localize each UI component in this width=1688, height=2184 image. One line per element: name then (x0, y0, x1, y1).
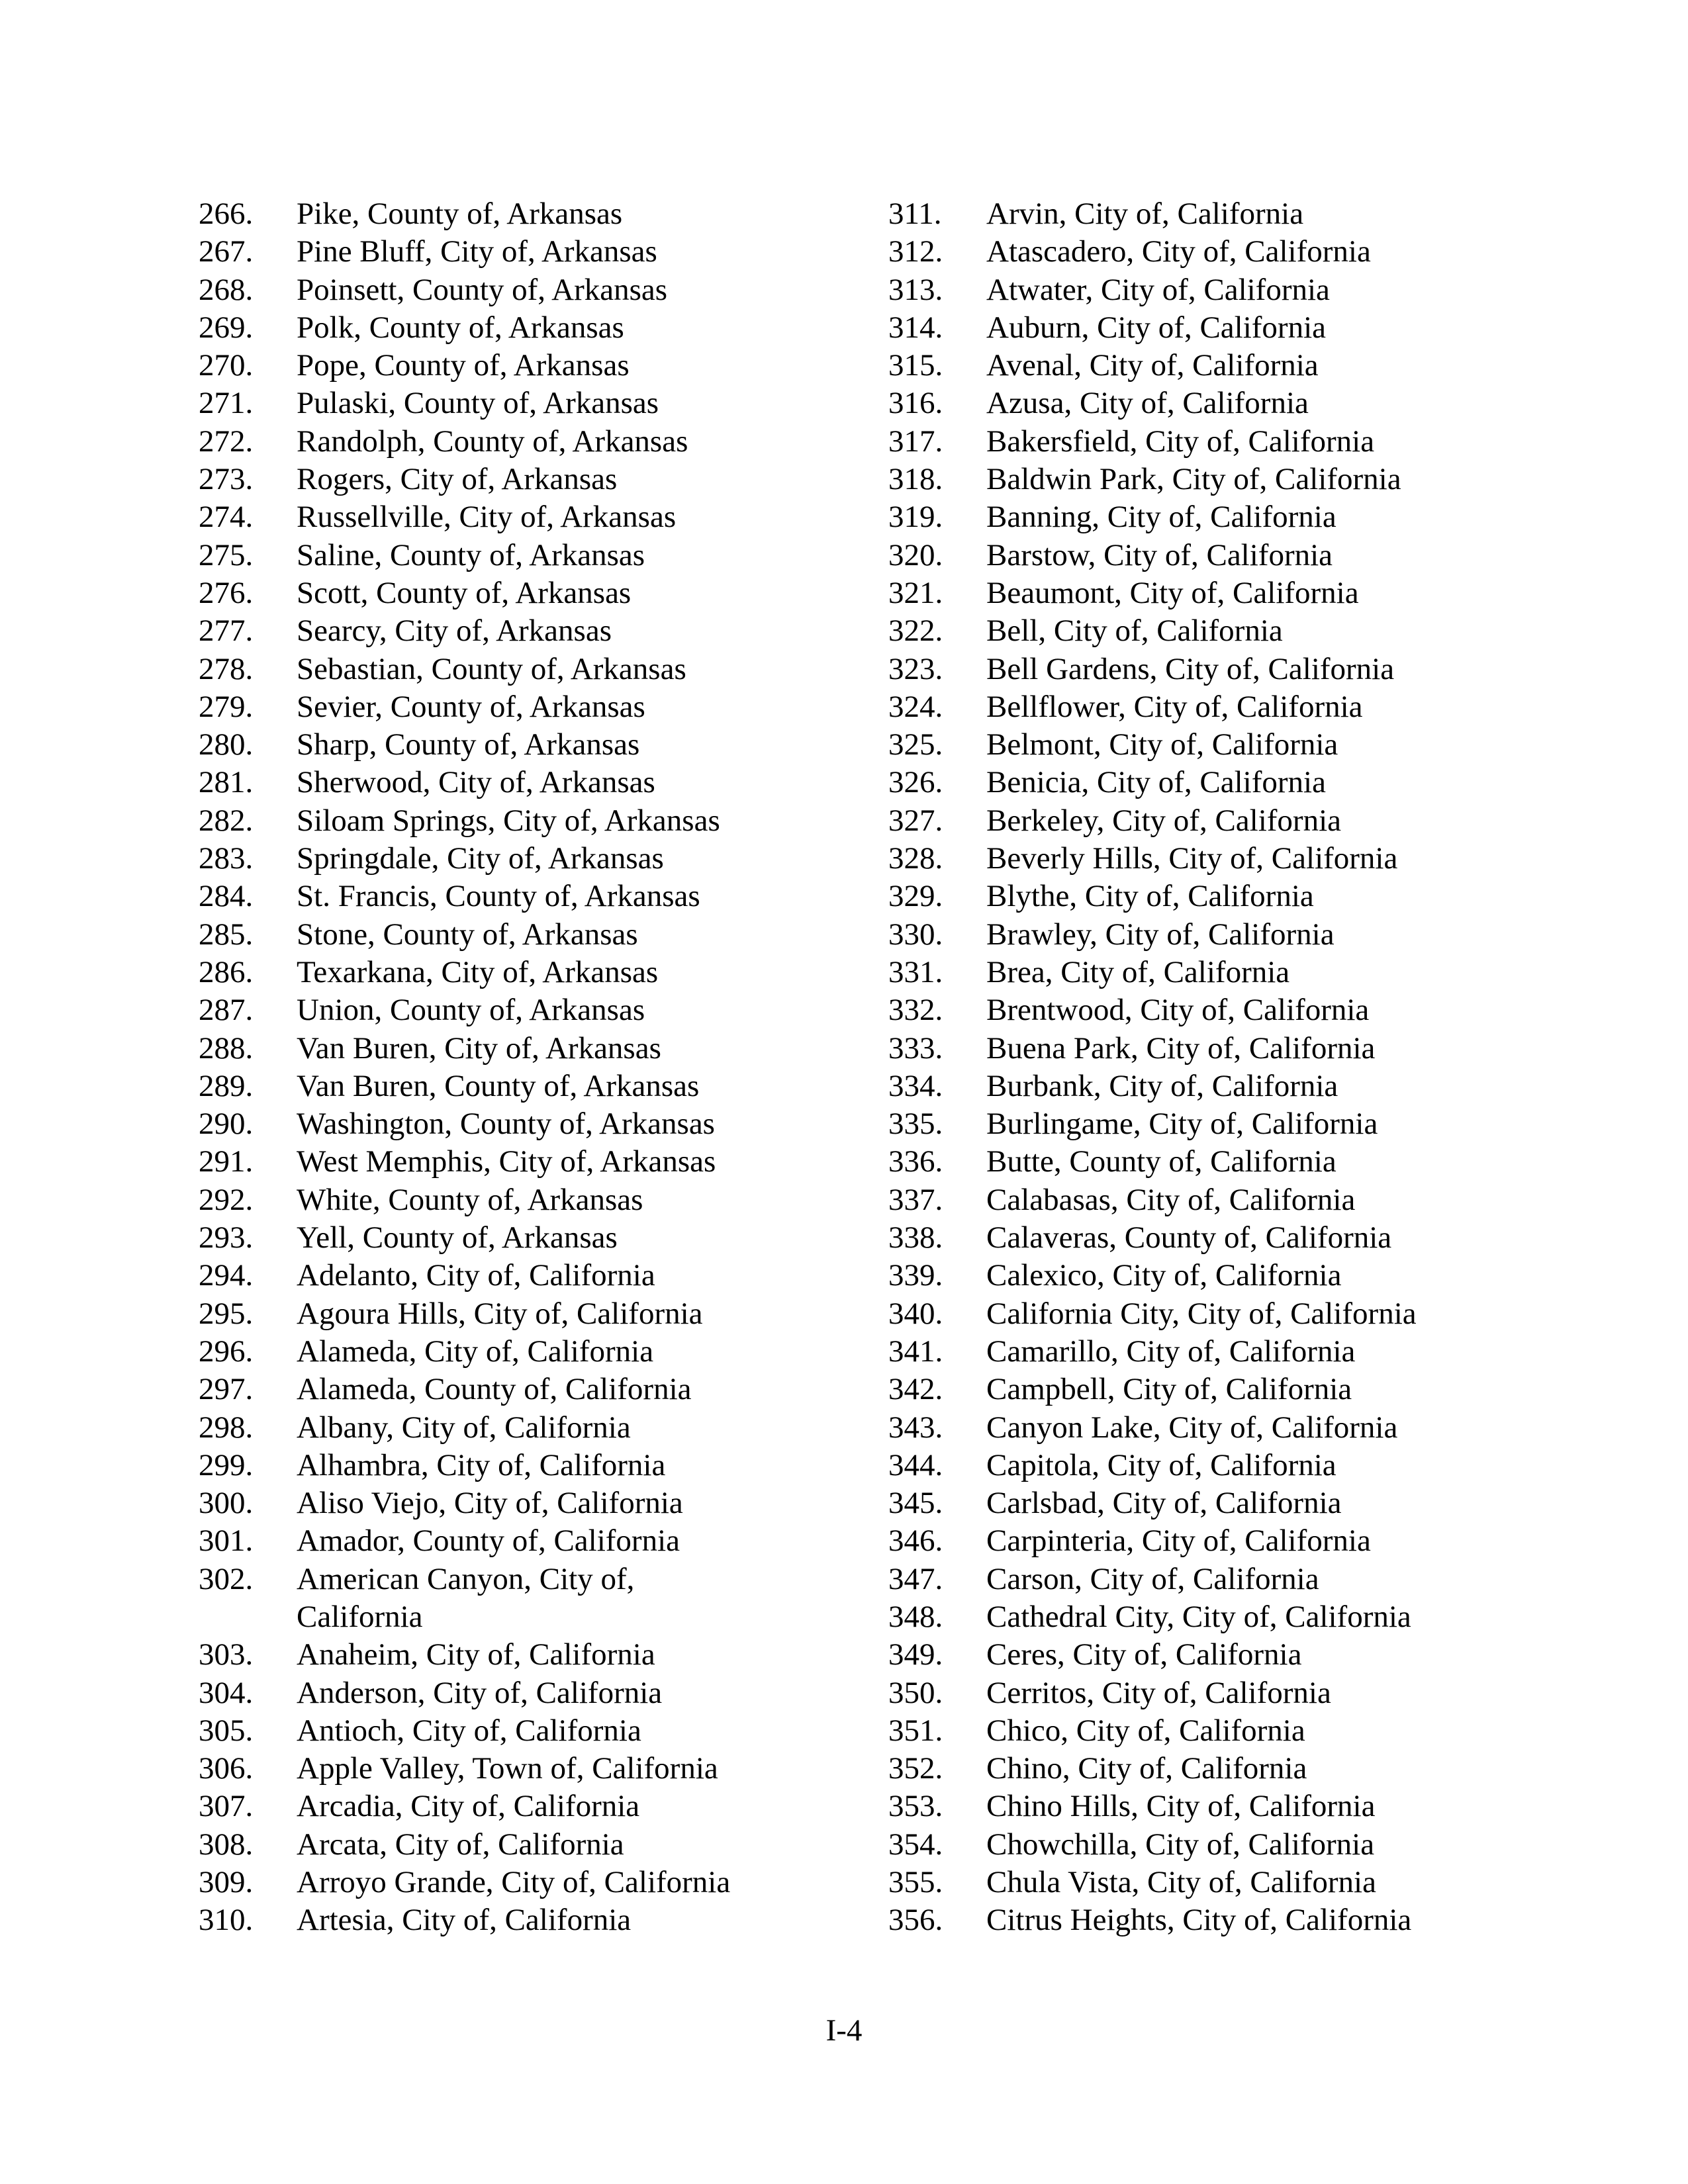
list-item (199, 916, 906, 954)
list-item-name: Stone, County of, Arkansas (297, 917, 638, 952)
list-item-name: Albany, City of, California (297, 1410, 631, 1445)
list-item-name: Chowchilla, City of, California (986, 1827, 1375, 1862)
list-item-name: Siloam Springs, City of, Arkansas (297, 803, 720, 838)
list-item-name: Russellville, City of, Arkansas (297, 500, 677, 535)
list-item (888, 954, 1595, 991)
list-item-number: 274. (199, 500, 254, 535)
list-item-name: Antioch, City of, California (297, 1713, 641, 1748)
list-item-number: 313. (888, 272, 943, 307)
list-item (888, 1561, 1595, 1598)
list-item (888, 688, 1595, 726)
list-item-number: 353. (888, 1789, 943, 1824)
list-item (888, 1181, 1595, 1219)
list-item (199, 1901, 906, 1939)
list-item-number: 350. (888, 1675, 943, 1710)
list-item-number: 344. (888, 1447, 943, 1482)
list-item-number: 310. (199, 1903, 254, 1938)
list-item (888, 1333, 1595, 1371)
list-item-name: Barstow, City of, California (986, 537, 1333, 572)
list-item-number: 266. (199, 197, 254, 231)
list-item-number: 305. (199, 1713, 254, 1748)
list-item-name: Brea, City of, California (986, 954, 1290, 989)
list-item-name: Van Buren, City of, Arkansas (297, 1030, 661, 1066)
list-item-name: Bellflower, City of, California (986, 689, 1363, 724)
list-item-name: Bell Gardens, City of, California (986, 651, 1395, 686)
list-item (199, 574, 906, 612)
list-item (199, 195, 906, 233)
list-item-name: Sherwood, City of, Arkansas (297, 765, 655, 800)
list-item (888, 347, 1595, 385)
list-item-name: Pine Bluff, City of, Arkansas (297, 234, 657, 269)
list-item-number: 329. (888, 879, 943, 914)
list-item (888, 1219, 1595, 1257)
list-item-name: Carpinteria, City of, California (986, 1524, 1371, 1559)
list-item-number: 351. (888, 1713, 943, 1748)
list-item (888, 233, 1595, 271)
list-item-number: 303. (199, 1637, 254, 1672)
list-item-number: 354. (888, 1827, 943, 1862)
list-item (199, 1561, 906, 1637)
list-item-name: Poinsett, County of, Arkansas (297, 272, 668, 307)
list-item-number: 345. (888, 1486, 943, 1521)
list-item-number: 304. (199, 1675, 254, 1710)
list-item-number: 352. (888, 1751, 943, 1786)
list-item-name: Yell, County of, Arkansas (297, 1220, 618, 1255)
list-item (199, 1484, 906, 1522)
list-item-number: 346. (888, 1524, 943, 1559)
list-item-number: 293. (199, 1220, 254, 1255)
list-item-name: Avenal, City of, California (986, 348, 1319, 383)
list-item-name: Arvin, City of, California (986, 197, 1304, 231)
list-item-number: 279. (199, 689, 254, 724)
list-item-number: 316. (888, 386, 943, 421)
list-item-name: Scott, County of, Arkansas (297, 575, 632, 610)
list-item-number: 308. (199, 1827, 254, 1862)
list-item-number: 277. (199, 614, 254, 649)
list-item (199, 1864, 906, 1901)
list-item-name: Saline, County of, Arkansas (297, 537, 645, 572)
list-item (888, 1257, 1595, 1295)
list-item (888, 802, 1595, 840)
list-item-name: Randolph, County of, Arkansas (297, 424, 688, 459)
list-item-number: 331. (888, 954, 943, 989)
list-item-name: Benicia, City of, California (986, 765, 1326, 800)
list-item (199, 1181, 906, 1219)
list-item (888, 1295, 1595, 1333)
right-column-list (888, 195, 1595, 1940)
list-item (888, 1371, 1595, 1408)
list-item-name: Alameda, County of, California (297, 1372, 692, 1407)
list-item (199, 309, 906, 347)
list-item (888, 271, 1595, 309)
list-item (888, 461, 1595, 498)
list-item-number: 299. (199, 1447, 254, 1482)
list-item-number: 320. (888, 537, 943, 572)
list-item-number: 283. (199, 841, 254, 876)
list-item-name: Carson, City of, California (986, 1561, 1319, 1596)
list-item-name: Cathedral City, City of, California (986, 1599, 1411, 1634)
list-item (199, 1674, 906, 1712)
list-item-name: Brentwood, City of, California (986, 993, 1370, 1028)
list-item-number: 285. (199, 917, 254, 952)
list-item-name: Arroyo Grande, City of, California (297, 1865, 731, 1900)
list-item-name: Camarillo, City of, California (986, 1334, 1356, 1369)
list-item-name: White, County of, Arkansas (297, 1182, 643, 1217)
list-item (199, 651, 906, 688)
list-item (199, 233, 906, 271)
list-item (199, 1826, 906, 1864)
list-item-name: Sharp, County of, Arkansas (297, 727, 640, 762)
list-item (199, 1295, 906, 1333)
list-item-name: Searcy, City of, Arkansas (297, 614, 612, 649)
list-item (199, 271, 906, 309)
list-item-name: Arcata, City of, California (297, 1827, 624, 1862)
list-item-number: 328. (888, 841, 943, 876)
list-item-number: 288. (199, 1030, 254, 1066)
list-item-number: 301. (199, 1524, 254, 1559)
list-item-number: 294. (199, 1258, 254, 1293)
list-item-name: Belmont, City of, California (986, 727, 1338, 762)
list-item (888, 498, 1595, 536)
list-item-number: 268. (199, 272, 254, 307)
list-item (888, 651, 1595, 688)
list-item (199, 1143, 906, 1181)
list-item-name: Beaumont, City of, California (986, 575, 1359, 610)
list-item (199, 347, 906, 385)
list-item (888, 840, 1595, 878)
list-item-name: Pulaski, County of, Arkansas (297, 386, 659, 421)
list-item-name: Apple Valley, Town of, California (297, 1751, 718, 1786)
left-column-list (199, 195, 906, 1940)
list-item-name: Baldwin Park, City of, California (986, 462, 1401, 497)
list-item-name: Auburn, City of, California (986, 310, 1327, 345)
list-item (199, 1712, 906, 1750)
list-item (199, 1105, 906, 1143)
list-item-name: Ceres, City of, California (986, 1637, 1302, 1672)
list-item-name: Citrus Heights, City of, California (986, 1903, 1412, 1938)
list-item (888, 1636, 1595, 1674)
list-item-name: Amador, County of, California (297, 1524, 680, 1559)
list-item-number: 309. (199, 1865, 254, 1900)
list-item-number: 315. (888, 348, 943, 383)
list-item-number: 342. (888, 1372, 943, 1407)
list-item-number: 282. (199, 803, 254, 838)
list-item-number: 341. (888, 1334, 943, 1369)
list-item-name: Artesia, City of, California (297, 1903, 632, 1938)
list-item (199, 1333, 906, 1371)
list-item-number: 335. (888, 1107, 943, 1142)
list-item-number: 290. (199, 1107, 254, 1142)
list-item-name: Brawley, City of, California (986, 917, 1335, 952)
list-item-name: Azusa, City of, California (986, 386, 1309, 421)
list-item (888, 916, 1595, 954)
list-item-number: 333. (888, 1030, 943, 1066)
list-item-name: Pope, County of, Arkansas (297, 348, 630, 383)
list-item-name: Burlingame, City of, California (986, 1107, 1378, 1142)
list-item-name: Anderson, City of, California (297, 1675, 663, 1710)
list-item-name: Van Buren, County of, Arkansas (297, 1068, 700, 1103)
list-item (888, 1712, 1595, 1750)
list-item-name: Agoura Hills, City of, California (297, 1296, 703, 1331)
list-item (199, 954, 906, 991)
list-item (888, 1030, 1595, 1068)
list-item (199, 385, 906, 422)
list-item (888, 878, 1595, 915)
list-item-name: Canyon Lake, City of, California (986, 1410, 1398, 1445)
list-item-number: 271. (199, 386, 254, 421)
list-item (888, 195, 1595, 233)
list-item-number: 348. (888, 1599, 943, 1634)
list-item-number: 275. (199, 537, 254, 572)
list-item-name: Chino, City of, California (986, 1751, 1307, 1786)
page-number: I-4 (825, 2013, 863, 2048)
list-item-number: 302. (199, 1561, 254, 1596)
list-item (199, 1750, 906, 1788)
list-item-name: Chino Hills, City of, California (986, 1789, 1376, 1824)
list-item-name: Alhambra, City of, California (297, 1447, 666, 1482)
list-item-name: Sebastian, County of, Arkansas (297, 651, 686, 686)
list-item (888, 1826, 1595, 1864)
list-item (888, 1522, 1595, 1560)
list-item-number: 300. (199, 1486, 254, 1521)
list-item-name: Burbank, City of, California (986, 1068, 1338, 1103)
list-item-number: 284. (199, 879, 254, 914)
list-item-number: 324. (888, 689, 943, 724)
list-item-name: Arcadia, City of, California (297, 1789, 640, 1824)
list-item (888, 726, 1595, 764)
list-item-number: 337. (888, 1182, 943, 1217)
list-item-number: 269. (199, 310, 254, 345)
list-item-name: Pike, County of, Arkansas (297, 197, 623, 231)
list-item-name: Atascadero, City of, California (986, 234, 1371, 269)
list-item-number: 307. (199, 1789, 254, 1824)
list-item-name: Buena Park, City of, California (986, 1030, 1376, 1066)
list-item (199, 1030, 906, 1068)
list-item (199, 1371, 906, 1408)
list-item-name: Polk, County of, Arkansas (297, 310, 624, 345)
list-item (888, 1143, 1595, 1181)
list-item-name: Butte, County of, California (986, 1144, 1336, 1179)
list-item-number: 334. (888, 1068, 943, 1103)
list-item-number: 317. (888, 424, 943, 459)
list-item-name: Alameda, City of, California (297, 1334, 654, 1369)
list-item-name: Springdale, City of, Arkansas (297, 841, 664, 876)
list-item (888, 1788, 1595, 1825)
list-item (888, 1864, 1595, 1901)
list-item-number: 306. (199, 1751, 254, 1786)
list-item (888, 1484, 1595, 1522)
list-item-name: Campbell, City of, California (986, 1372, 1352, 1407)
list-item (199, 991, 906, 1029)
list-item (199, 1636, 906, 1674)
list-item-number: 332. (888, 993, 943, 1028)
list-item (199, 1788, 906, 1825)
list-item (888, 612, 1595, 650)
list-item (888, 991, 1595, 1029)
list-item-number: 291. (199, 1144, 254, 1179)
list-item-name: Calexico, City of, California (986, 1258, 1342, 1293)
list-item-number: 298. (199, 1410, 254, 1445)
list-item (888, 1674, 1595, 1712)
list-item-name: Union, County of, Arkansas (297, 993, 645, 1028)
list-item (888, 1750, 1595, 1788)
list-item-number: 318. (888, 462, 943, 497)
list-item-number: 336. (888, 1144, 943, 1179)
list-item-name: Adelanto, City of, California (297, 1258, 655, 1293)
list-item-name: Rogers, City of, Arkansas (297, 462, 618, 497)
list-item-name: Carlsbad, City of, California (986, 1486, 1342, 1521)
list-item-number: 289. (199, 1068, 254, 1103)
list-item-number: 339. (888, 1258, 943, 1293)
list-item-name: Calaveras, County of, California (986, 1220, 1392, 1255)
list-item-number: 325. (888, 727, 943, 762)
list-item (199, 1409, 906, 1447)
list-item-name: Blythe, City of, California (986, 879, 1314, 914)
list-item-number: 319. (888, 500, 943, 535)
list-item (199, 1068, 906, 1105)
list-item (199, 1522, 906, 1560)
list-item-number: 281. (199, 765, 254, 800)
list-item (199, 1219, 906, 1257)
list-item (199, 802, 906, 840)
list-item-name: American Canyon, City of, California (297, 1561, 635, 1634)
list-item (199, 840, 906, 878)
list-item (888, 1409, 1595, 1447)
list-item-number: 323. (888, 651, 943, 686)
list-item (888, 1105, 1595, 1143)
list-item-number: 312. (888, 234, 943, 269)
list-item-number: 347. (888, 1561, 943, 1596)
list-item-name: Bell, City of, California (986, 614, 1283, 649)
list-item (888, 764, 1595, 801)
list-item-number: 276. (199, 575, 254, 610)
list-item-name: Atwater, City of, California (986, 272, 1330, 307)
list-item-number: 349. (888, 1637, 943, 1672)
list-item (199, 1257, 906, 1295)
list-item-name: West Memphis, City of, Arkansas (297, 1144, 716, 1179)
list-item-number: 343. (888, 1410, 943, 1445)
list-item-name: Aliso Viejo, City of, California (297, 1486, 683, 1521)
list-item-number: 278. (199, 651, 254, 686)
list-item-number: 338. (888, 1220, 943, 1255)
list-item-number: 321. (888, 575, 943, 610)
list-item-name: Washington, County of, Arkansas (297, 1107, 715, 1142)
list-item (199, 688, 906, 726)
list-item (888, 1068, 1595, 1105)
list-item-number: 330. (888, 917, 943, 952)
list-item-number: 297. (199, 1372, 254, 1407)
list-item (199, 612, 906, 650)
list-item (888, 1901, 1595, 1939)
list-item-name: Chula Vista, City of, California (986, 1865, 1376, 1900)
list-item (199, 537, 906, 574)
list-item-number: 314. (888, 310, 943, 345)
list-item-name: Bakersfield, City of, California (986, 424, 1375, 459)
list-item-number: 311. (888, 197, 942, 231)
list-item-number: 272. (199, 424, 254, 459)
list-item-number: 327. (888, 803, 943, 838)
list-item-number: 287. (199, 993, 254, 1028)
list-item-name: Anaheim, City of, California (297, 1637, 655, 1672)
list-item-number: 270. (199, 348, 254, 383)
list-item (888, 1447, 1595, 1484)
list-item-name: Calabasas, City of, California (986, 1182, 1356, 1217)
list-item (888, 574, 1595, 612)
list-item (199, 726, 906, 764)
list-item (888, 423, 1595, 461)
list-item-name: Berkeley, City of, California (986, 803, 1342, 838)
list-item-name: Banning, City of, California (986, 500, 1336, 535)
list-item (199, 423, 906, 461)
list-item-number: 356. (888, 1903, 943, 1938)
list-item (199, 764, 906, 801)
list-item-name: Texarkana, City of, Arkansas (297, 954, 659, 989)
list-item-name: Chico, City of, California (986, 1713, 1305, 1748)
list-item (888, 537, 1595, 574)
list-item-number: 322. (888, 614, 943, 649)
list-item-number: 292. (199, 1182, 254, 1217)
list-item (199, 1447, 906, 1484)
list-item (199, 498, 906, 536)
list-item-number: 326. (888, 765, 943, 800)
list-item (888, 309, 1595, 347)
list-item-number: 280. (199, 727, 254, 762)
list-item-number: 355. (888, 1865, 943, 1900)
list-item (199, 878, 906, 915)
list-item (199, 461, 906, 498)
list-item (888, 385, 1595, 422)
list-item-number: 267. (199, 234, 254, 269)
list-item-name: California City, City of, California (986, 1296, 1417, 1331)
list-item-name: Cerritos, City of, California (986, 1675, 1331, 1710)
list-item-number: 340. (888, 1296, 943, 1331)
list-item-name: St. Francis, County of, Arkansas (297, 879, 700, 914)
list-item-number: 296. (199, 1334, 254, 1369)
list-item (888, 1598, 1595, 1636)
list-item-name: Beverly Hills, City of, California (986, 841, 1398, 876)
list-item-number: 295. (199, 1296, 254, 1331)
list-item-number: 273. (199, 462, 254, 497)
list-item-name: Sevier, County of, Arkansas (297, 689, 645, 724)
list-item-number: 286. (199, 954, 254, 989)
list-item-name: Capitola, City of, California (986, 1447, 1336, 1482)
